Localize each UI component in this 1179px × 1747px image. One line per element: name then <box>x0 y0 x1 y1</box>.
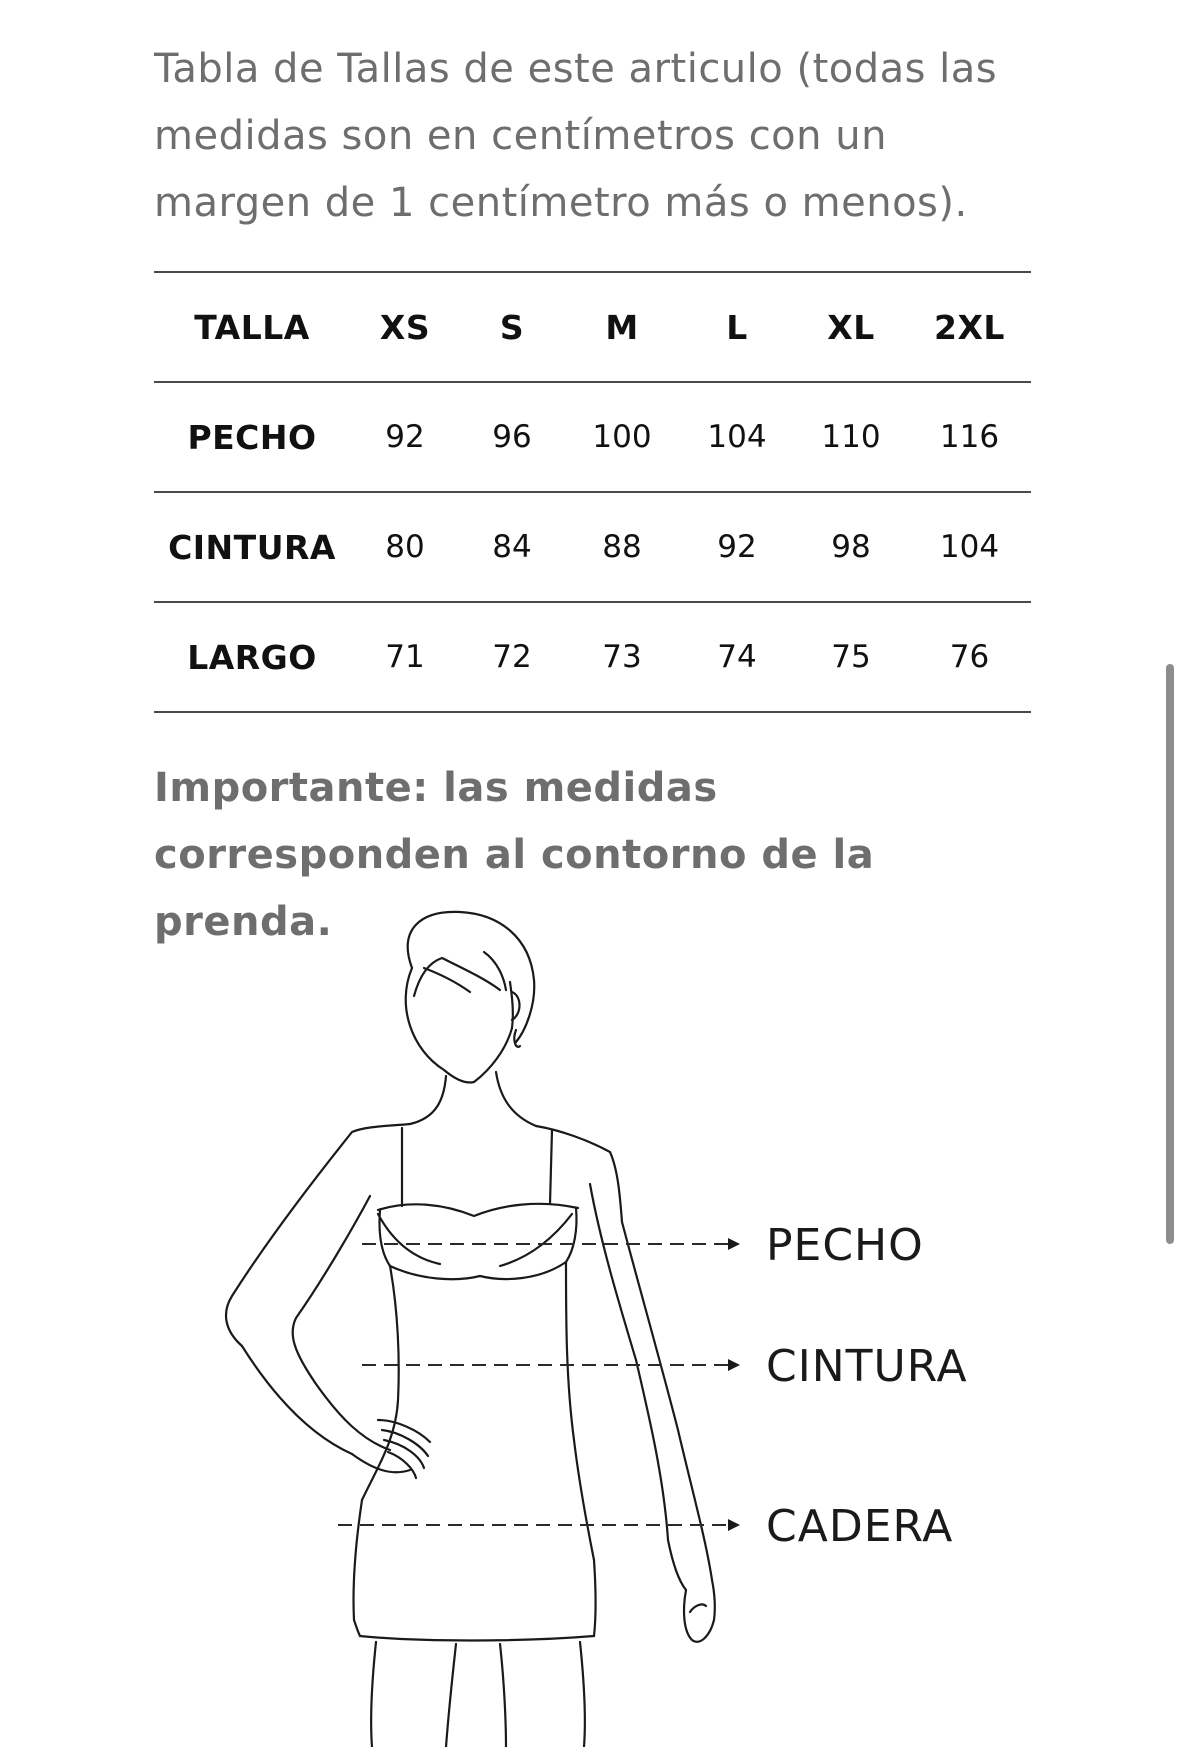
table-cell: 73 <box>564 602 680 712</box>
table-row-cintura <box>154 492 1031 602</box>
header-cell-2xl: 2XL <box>908 272 1031 382</box>
table-cell: 72 <box>460 602 564 712</box>
header-cell-m: M <box>564 272 680 382</box>
row-label: LARGO <box>154 602 350 712</box>
table-cell: 104 <box>680 382 794 492</box>
important-note: Importante: las medidas corresponden al contorno de la prenda. <box>154 765 875 945</box>
table-cell: 75 <box>794 602 908 712</box>
label-cadera: CADERA <box>766 1501 954 1552</box>
label-cintura: CINTURA <box>766 1341 968 1392</box>
header-cell-s: S <box>460 272 564 382</box>
table-cell: 96 <box>460 382 564 492</box>
table-cell: 84 <box>460 492 564 602</box>
header-cell-xl: XL <box>794 272 908 382</box>
arrow-right-icon <box>728 1359 740 1371</box>
table-cell: 74 <box>680 602 794 712</box>
label-pecho: PECHO <box>766 1220 924 1271</box>
intro-text: Tabla de Tallas de este articulo (todas las medidas son en centímetros con un margen de 1 centímetro más o menos). <box>154 46 998 226</box>
table-cell: 92 <box>680 492 794 602</box>
table-cell: 92 <box>350 382 460 492</box>
table-cell: 88 <box>564 492 680 602</box>
table-cell: 116 <box>908 382 1031 492</box>
table-header-row <box>154 272 1031 382</box>
table-row-largo <box>154 602 1031 712</box>
table-cell: 71 <box>350 602 460 712</box>
size-table <box>154 271 1031 713</box>
table-cell: 100 <box>564 382 680 492</box>
header-cell-l: L <box>680 272 794 382</box>
header-cell-talla: TALLA <box>154 272 350 382</box>
row-label: PECHO <box>154 382 350 492</box>
arrow-right-icon <box>728 1238 740 1250</box>
table-cell: 76 <box>908 602 1031 712</box>
table-row-pecho <box>154 382 1031 492</box>
table-cell: 110 <box>794 382 908 492</box>
header-cell-xs: XS <box>350 272 460 382</box>
table-cell: 104 <box>908 492 1031 602</box>
table-cell: 98 <box>794 492 908 602</box>
arrow-right-icon <box>728 1519 740 1531</box>
scrollbar-thumb[interactable] <box>1166 664 1174 1244</box>
table-cell: 80 <box>350 492 460 602</box>
row-label: CINTURA <box>154 492 350 602</box>
dress-silhouette-illustration <box>226 912 715 1747</box>
